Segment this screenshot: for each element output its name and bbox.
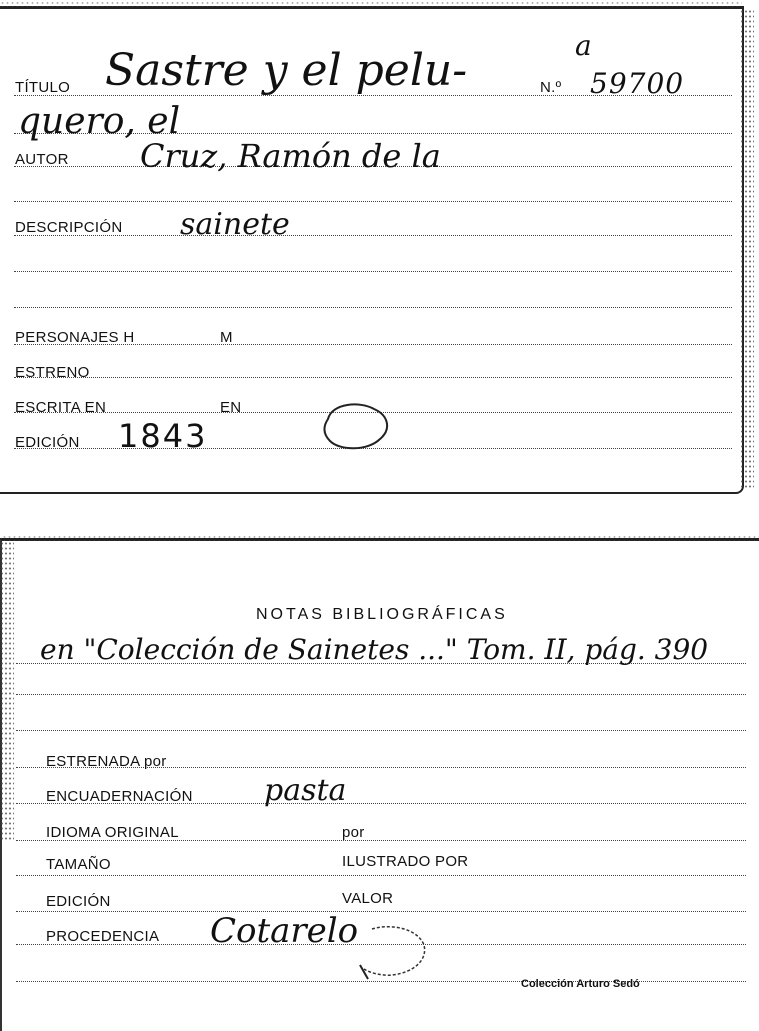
procedencia-handwritten: Cotarelo — [210, 911, 359, 951]
personajes-m-label: M — [220, 329, 233, 346]
edicion-label-back: EDICIÓN — [46, 893, 111, 910]
titulo-handwritten: Sastre y el pelu- — [105, 45, 468, 96]
card-edge-speckle — [2, 535, 759, 541]
estreno-label: ESTRENO — [15, 364, 90, 381]
titulo-label: TÍTULO — [15, 79, 71, 96]
notas-handwritten: en "Colección de Sainetes ..." Tom. II, pág. 390 — [40, 633, 709, 666]
valor-label: VALOR — [342, 890, 394, 907]
procedencia-label: PROCEDENCIA — [46, 928, 160, 945]
form-rule — [16, 875, 746, 876]
tamano-label: TAMAÑO — [46, 856, 111, 873]
idioma-original-label: IDIOMA ORIGINAL — [46, 824, 179, 841]
ilustrado-por-label: ILUSTRADO POR — [342, 853, 469, 870]
autor-label: AUTOR — [15, 151, 69, 168]
card-edge-speckle — [0, 541, 14, 841]
form-rule — [14, 201, 732, 202]
estrenada-por-label: ESTRENADA por — [46, 753, 167, 770]
form-rule — [16, 730, 746, 731]
encuadernacion-handwritten: pasta — [264, 773, 347, 808]
escrita-en-2-label: EN — [220, 399, 242, 416]
card-edge-speckle — [0, 1, 742, 7]
numero-handwritten: 59700 — [590, 67, 685, 100]
descripcion-label: DESCRIPCIÓN — [15, 219, 123, 236]
descripcion-handwritten: sainete — [180, 207, 290, 242]
card-edge-speckle — [740, 9, 754, 489]
catalog-card-front — [0, 6, 744, 494]
form-rule — [16, 694, 746, 695]
encuadernacion-label: ENCUADERNACIÓN — [46, 788, 193, 805]
edicion-label: EDICIÓN — [15, 434, 80, 451]
edicion-handwritten: 1843 — [118, 417, 208, 455]
personajes-h-label: PERSONAJES H — [15, 329, 135, 346]
notas-bibliograficas-heading: NOTAS BIBLIOGRÁFICAS — [256, 606, 508, 623]
form-rule — [14, 377, 732, 378]
pencil-scribble-mark — [352, 921, 432, 983]
numero-label: N.º — [540, 79, 562, 96]
form-rule — [16, 911, 746, 912]
catalog-card-back — [0, 538, 759, 1031]
por-label: por — [342, 824, 365, 841]
autor-handwritten: Cruz, Ramón de la — [140, 137, 441, 175]
form-rule — [14, 307, 732, 308]
titulo-continuation-handwritten: quero, el — [18, 101, 181, 142]
numero-superscript: a — [575, 29, 592, 62]
escrita-en-label: ESCRITA EN — [15, 399, 107, 416]
form-rule — [14, 271, 732, 272]
ink-blot-mark — [318, 399, 394, 455]
collection-stamp: Colección Arturo Sedó — [521, 978, 640, 990]
